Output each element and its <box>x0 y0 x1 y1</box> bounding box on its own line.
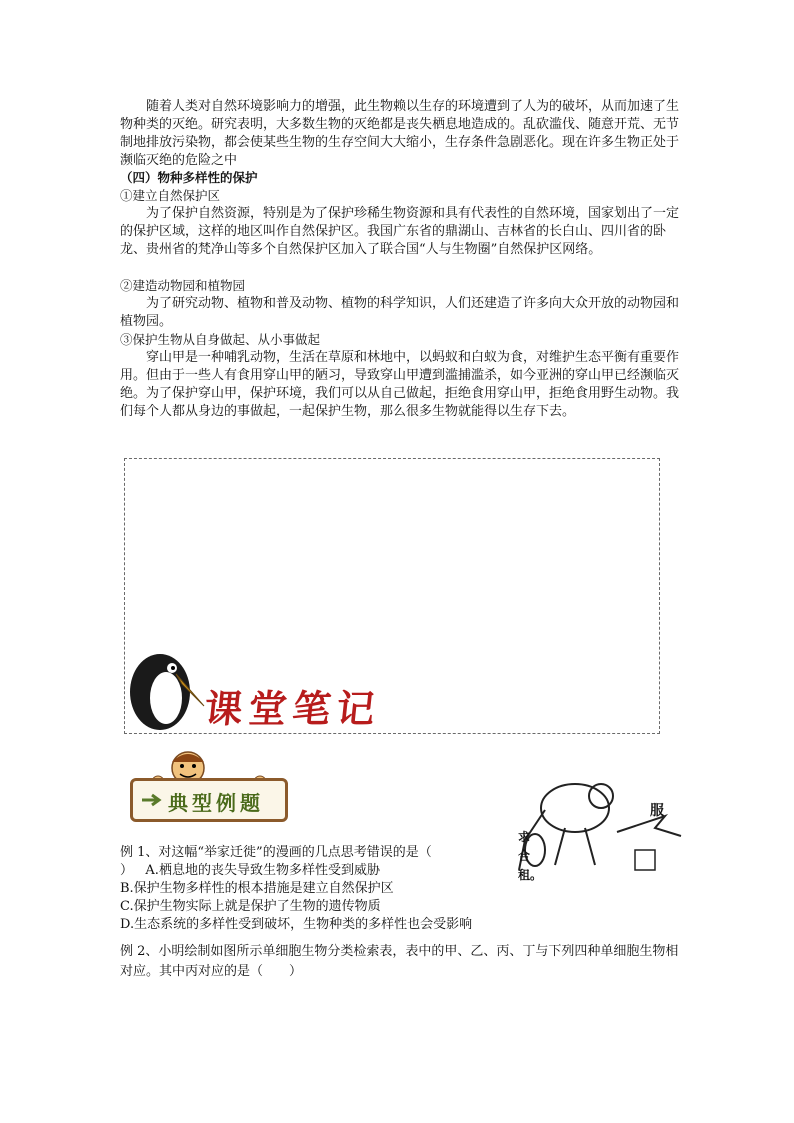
penguin-icon <box>126 640 206 732</box>
subsection-title-reserves: ①建立自然保护区 <box>120 188 221 203</box>
zoos-paragraph: 为了研究动物、植物和普及动物、植物的科学知识，人们还建造了许多向大众开放的动物园和植物园。 <box>120 296 680 329</box>
example1-question: 例 1、对这幅“举家迁徙”的漫画的几点思考错误的是（ <box>120 845 432 860</box>
example2-question: 例 2、小明绘制如图所示单细胞生物分类检索表，表中的甲、乙、丙、丁与下列四种单细胞生物相对应。其中丙对应的是（ ） <box>120 944 679 979</box>
example1-option-a-line <box>120 861 380 881</box>
subsection-title-zoos: ②建造动物园和植物园 <box>120 278 246 293</box>
cartoon-caption-line: 求 <box>518 830 531 844</box>
reserves-paragraph: 为了保护自然资源，特别是为了保护珍稀生物资源和具有代表性的自然环境，国家划出了一定的保护区域，这样的地区叫作自然保护区。我国广东省的鼎湖山、吉林省的长白山、四川省的卧龙、贵州省的梵净山等多个自然保护区加入了联合国“人与生物圈”自然保护区网络。 <box>120 206 680 257</box>
cartoon-caption <box>518 828 543 885</box>
example1-option-b: B.保护生物多样性的根本措施是建立自然保护区 <box>120 881 394 896</box>
arrow-icon <box>140 792 166 808</box>
example1-option-c: C.保护生物实际上就是保护了生物的遗传物质 <box>120 899 381 914</box>
cartoon-caption-line: 合 <box>518 849 531 863</box>
cartoon-sign: 服 <box>650 803 664 819</box>
intro-paragraph: 随着人类对自然环境影响力的增强，此生物赖以生存的环境遭到了人为的破坏，从而加速了生物种类的灭绝。研究表明，大多数生物的灭绝都是丧失栖息地造成的。乱砍滥伐、随意开荒、无节制地排放污染物，都会使某些生物的生存空间大大缩小，生存条件急剧恶化。现在许多生物正处于濒临灭绝的危险之中 <box>120 99 680 168</box>
example1-option-a: A.栖息地的丧失导致生物多样性受到威胁 <box>145 863 380 878</box>
pangolin-paragraph: 穿山甲是一种哺乳动物，生活在草原和林地中，以蚂蚁和白蚁为食，对维护生态平衡有重要作用。但由于一些人有食用穿山甲的陋习，导致穿山甲遭到滥捕滥杀，如今亚洲的穿山甲已经濒临灭绝。为了保护穿山甲，保护环境，我们可以从自己做起，拒绝食用穿山甲，拒绝食用野生动物。我们每个人都从身边的事做起，一起保护生物，那么很多生物就能得以生存下去。 <box>120 350 680 419</box>
subsection-title-self: ③保护生物从自身做起、从小事做起 <box>120 332 321 347</box>
examples-title: 典型例题 <box>168 791 264 815</box>
example1-option-d: D.生态系统的多样性受到破坏，生物种类的多样性也会受影响 <box>120 917 473 932</box>
notes-title: 课堂笔记 <box>202 686 384 731</box>
section-heading: （四）物种多样性的保护 <box>120 170 258 185</box>
cartoon-caption-line: 租。 <box>518 868 543 882</box>
example1-paren-close: ） <box>120 863 134 878</box>
